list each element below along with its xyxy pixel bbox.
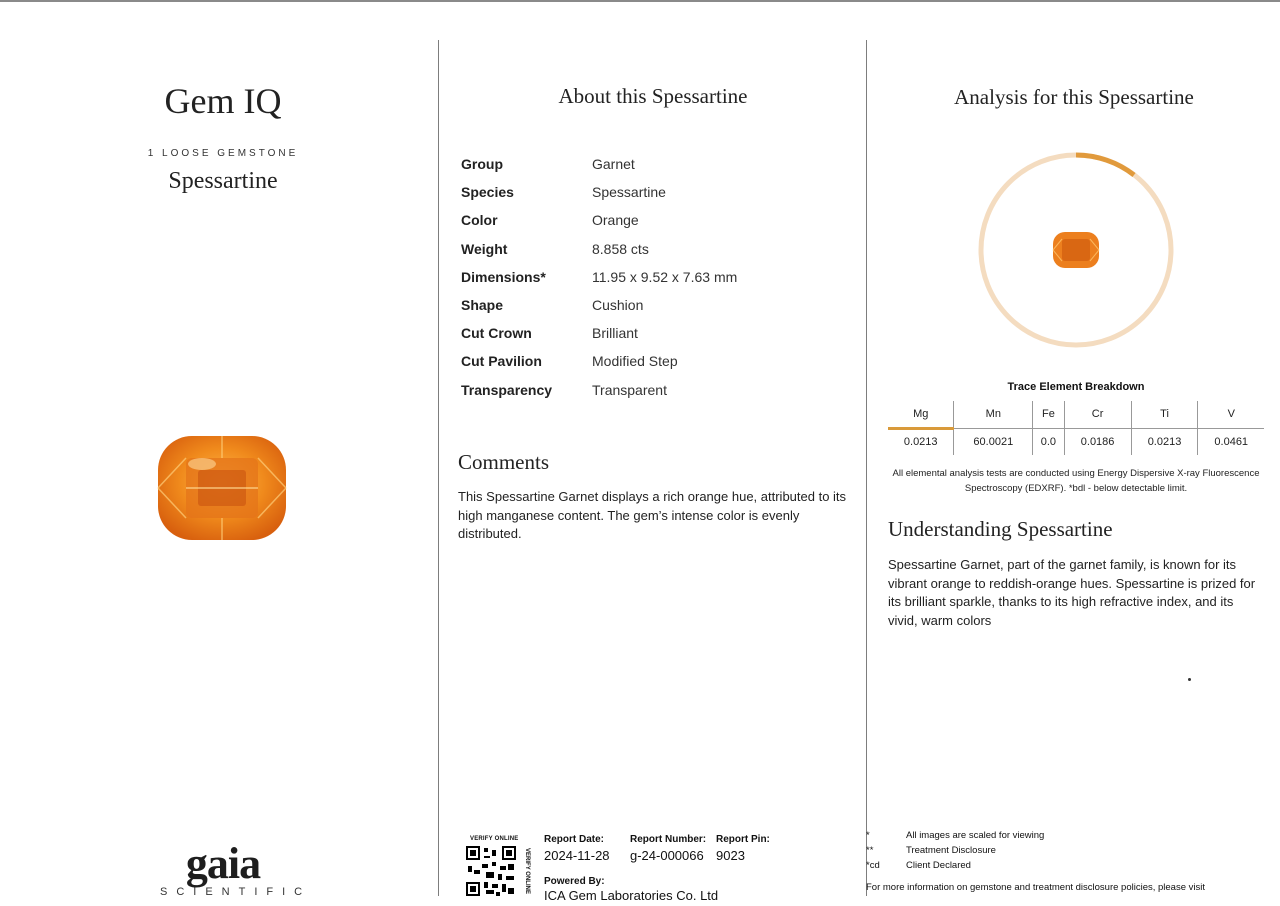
property-label: Transparency — [461, 381, 553, 398]
element-header: Cr — [1064, 401, 1131, 428]
legend-item — [866, 845, 1166, 860]
property-label: Dimensions* — [461, 268, 546, 285]
trace-element-table — [888, 401, 1264, 455]
report-pin-value: 9023 — [716, 848, 745, 863]
property-value: Cushion — [592, 297, 644, 314]
comments-title: Comments — [458, 450, 550, 474]
legend-text: All images are scaled for viewing — [906, 830, 1045, 841]
report-footer — [458, 834, 858, 903]
element-value: 0.0213 — [1131, 428, 1198, 455]
verify-online-label: VERIFY ONLINE — [470, 836, 519, 842]
legend-mark: * — [866, 830, 870, 841]
property-value: Orange — [592, 212, 639, 229]
element-value: 0.0461 — [1198, 428, 1264, 455]
property-row — [461, 178, 737, 206]
report-date-value: 2024-11-28 — [544, 848, 610, 863]
trace-element-note: All elemental analysis tests are conducted using Energy Dispersive X-ray Fluorescence Spectroscopy (EDXRF). *bdl - below detectable limit. — [892, 468, 1260, 494]
trace-element-header-row — [888, 401, 1264, 428]
gaia-logo: gaia — [185, 839, 261, 888]
gaia-logo-subtitle: SCIENTIFIC — [160, 886, 312, 898]
property-label: Group — [461, 156, 503, 173]
element-header: Mn — [954, 401, 1033, 428]
stone-name: Spessartine — [168, 168, 278, 194]
property-label: Cut Pavilion — [461, 353, 542, 370]
property-row — [461, 291, 737, 319]
property-label: Color — [461, 212, 498, 229]
powered-by-label: Powered By: — [544, 876, 605, 887]
property-row — [461, 263, 737, 291]
property-label: Species — [461, 184, 514, 201]
property-row — [461, 347, 737, 375]
decorative-dot — [1188, 678, 1191, 681]
legend-mark: ** — [866, 845, 874, 856]
element-value: 0.0186 — [1064, 428, 1131, 455]
element-header: Mg — [888, 401, 954, 428]
property-value: Modified Step — [592, 353, 678, 370]
trace-element-value-row — [888, 428, 1264, 455]
element-value: 0.0213 — [903, 436, 938, 449]
legend-text: Client Declared — [906, 860, 971, 871]
legend-text: Treatment Disclosure — [906, 845, 996, 856]
property-row — [461, 235, 737, 263]
report-number-label: Report Number: — [630, 834, 707, 845]
property-row — [461, 376, 737, 404]
property-value: 11.95 x 9.52 x 7.63 mm — [592, 268, 738, 285]
property-label: Shape — [461, 297, 504, 314]
disclosure-legend — [866, 830, 1166, 875]
legend-mark: *cd — [866, 860, 880, 871]
analysis-title: Analysis for this Spessartine — [954, 85, 1194, 109]
trace-element-title: Trace Element Breakdown — [1007, 381, 1145, 393]
element-header: Fe — [1033, 401, 1064, 428]
top-rule — [0, 0, 1280, 2]
brand-title: Gem IQ — [164, 81, 282, 121]
property-value: Spessartine — [592, 184, 666, 201]
property-row — [461, 206, 737, 234]
property-value: Garnet — [592, 156, 635, 173]
verify-online-side-label: VERIFY ONLINE — [523, 848, 530, 894]
property-label: Cut Crown — [461, 325, 532, 342]
gemstone-thumbnail — [1053, 232, 1099, 268]
stone-count: 1 LOOSE GEMSTONE — [147, 148, 299, 159]
report-number-value: g-24-000066 — [630, 848, 704, 863]
property-row — [461, 150, 737, 178]
properties-table — [461, 150, 737, 404]
property-value: Brilliant — [592, 325, 638, 342]
more-info-text: For more information on gemstone and treatment disclosure policies, please visit — [866, 882, 1205, 893]
element-value: 0.0 — [1033, 428, 1064, 455]
report-date-label: Report Date: — [544, 834, 605, 845]
property-label: Weight — [461, 240, 508, 257]
property-row — [461, 319, 737, 347]
report-pin-label: Report Pin: — [716, 834, 770, 845]
legend-item — [866, 860, 1166, 875]
understanding-text: Spessartine Garnet, part of the garnet family, is known for its vibrant orange to reddish-orange hues. Spessartine is prized for its brilliant sparkle, thanks to its high refractive index, and its vivid, warm colors — [888, 557, 1256, 628]
powered-by-value: ICA Gem Laboratories Co. Ltd — [544, 888, 719, 903]
legend-item — [866, 830, 1166, 845]
about-title: About this Spessartine — [558, 84, 748, 108]
comments-text: This Spessartine Garnet displays a rich orange hue, attributed to its high manganese content. The gem’s intense color is evenly distributed. — [458, 489, 847, 541]
column-divider-right — [866, 40, 867, 896]
qr-code-icon[interactable] — [466, 846, 516, 896]
gemstone-image — [156, 434, 288, 542]
element-header: V — [1198, 401, 1264, 428]
property-value: Transparent — [592, 381, 667, 398]
composition-ring — [976, 150, 1176, 350]
element-value: 60.0021 — [954, 428, 1033, 455]
understanding-title: Understanding Spessartine — [888, 517, 1113, 541]
element-header: Ti — [1131, 401, 1198, 428]
property-value: 8.858 cts — [592, 240, 649, 257]
